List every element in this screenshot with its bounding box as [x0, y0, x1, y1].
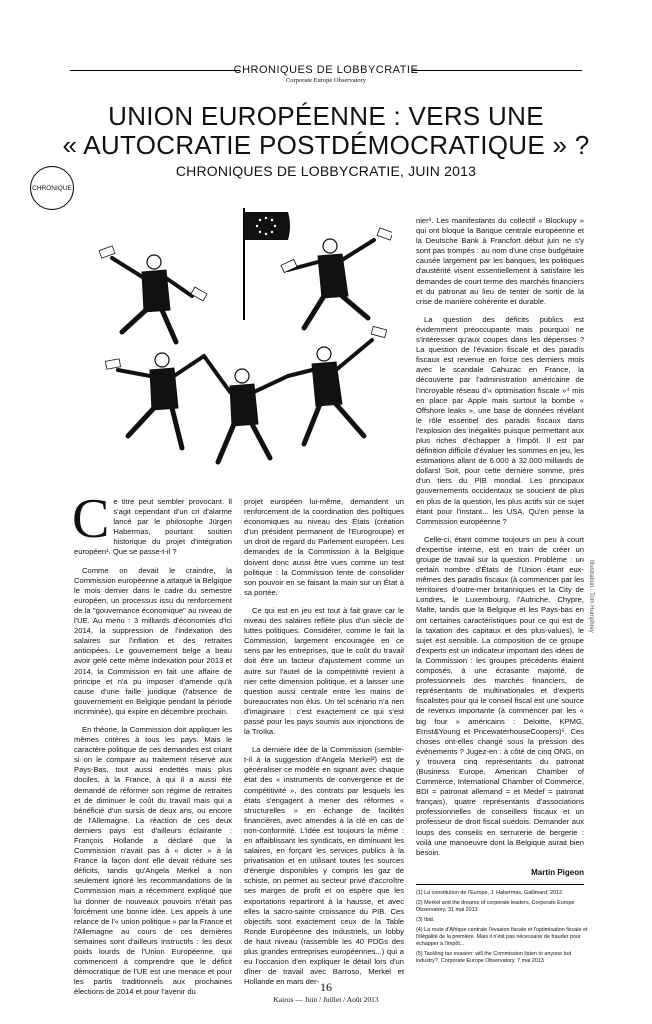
article-title	[0, 102, 652, 160]
page-number: 16	[320, 980, 332, 994]
businessman-figure	[204, 356, 288, 462]
section-kicker-sub: Corporate Europe Observatory	[285, 77, 367, 84]
article-subtitle: CHRONIQUES DE LOBBYCRATIE, JUIN 2013	[175, 163, 477, 179]
businessman-figure	[112, 255, 192, 342]
footnote: (1) La constitution de l'Europe, J. Habermas, Gallimard, 2012	[416, 890, 563, 896]
article-paragraph: projet européen lui-même, demandent un renforcement de la coordination des politiques économiques au niveau des États (création d'un président permanent de l'Eurogroupe) et un droit de regard du Parlement européen. Les demandes de la Commission à la Belgique doivent donc aussi être vues comme un test politique : la Commission tente de consolider son pouvoir en se faisant la main sur un État à sa portée.	[244, 497, 404, 597]
chronique-stamp: CHRONIQUE	[30, 166, 74, 210]
footnotes	[416, 890, 592, 968]
article-paragraph	[72, 488, 232, 558]
article-paragraph: La dernière idée de la Commission (semble-t-il à la suggestion d'Angela Merkel²) est de généraliser ce modèle en signant avec chaque état des « instruments de convergence et de compétitivité », des contrats par lesquels les états s'engagent à mener des réformes « structurelles » en échange de facilités financières, avec amendes à la clé en cas de non-conformité. L'idée est toujours la même : en affaiblissant les syndicats, en diminuant les salaires, en forçant les services publics à la privatisation et en utilisant toutes les sources d'énergie disponibles y compris les gaz de schiste, on permet au secteur privé d'accroître ses marges de profit et on espère que les exportations repartiront à la hausse, et avec elles la sacro-sainte croissance du PIB. Ces objectifs sont exactement ceux de la Table Ronde Européenne des Industriels, un lobby de haut niveau (rassemble les 40 PDGs des plus grandes entreprises européennes...) qui a eu l'occasion d'en expliquer le détail lors d'un dîner de travail avec Barroso, Merkel et Hollande en mars der-	[244, 745, 404, 987]
businessman-figure	[118, 353, 204, 448]
title-line-1: UNION EUROPÉENNE : VERS UNE	[108, 101, 544, 131]
section-kicker: CHRONIQUES DE LOBBYCRATIE	[233, 64, 419, 76]
issue-line: Kairos — Juin / Juillet / Août 2013	[273, 995, 379, 1004]
footnote: (2) Merkel and the dreams of corporate leaders, Corporate Europe Observatory, 31 mai 2013	[416, 900, 575, 913]
footnote: (3) Ibid.	[416, 917, 435, 923]
footnote: (4) La route d'Afrique centrale l'évasion fiscale et l'optimisation fiscale et l'illégalité de la première. Mais il n'est pas nécessaire de frauder pour échapper à l'impôt...	[416, 927, 588, 947]
article-illustration	[92, 200, 392, 470]
article-column-1	[72, 488, 232, 1006]
article-column-3	[416, 216, 584, 878]
illustration-credit: Illustration : Tom Humphrey	[588, 560, 594, 633]
paragraph-text: e titre peut sembler provocant. Il s'agit cependant d'un cri d'alarme lancé par le philosophe Jürgen Habermas, pourtant soutien historique du projet d'intégration européen¹. Que se passe-t-il ?	[74, 497, 232, 557]
businessman-figure	[288, 239, 374, 328]
article-column-2	[244, 497, 404, 995]
article-paragraph: Ce qui est en jeu est tout à fait grave car le niveau des salaires reflète plus d'un siècle de luttes politiques. Considérer, comme le fait la Commission, largement encouragée en ce sens par les entreprises, que le coût du travail doit être un facteur d'ajustement comme un autre sur l'autel de la compétitivité revient à nier cette dimension politique, et à laisser une question aussi centrale entre les mains de bureaucrates non élus. Un tel scénario n'a rien d'imaginaire : c'est exactement ce qui s'est passé pour les pays soumis aux injonctions de la Troïka.	[244, 605, 404, 737]
article-paragraph: nier³. Les manifestants du collectif « Blockupy » qui ont bloqué la Banque centrale européenne et la Deutsche Bank à Francfort début juin ne s'y sont pas trompés : au nom d'une crise budgétaire causée largement par les banques, les politiques d'austérité visent essentiellement à satisfaire les demandes de court terme des marchés financiers et du patronat au lieu de tenter de sortir de la crise de manière cohérente et durable.	[416, 216, 584, 306]
article-paragraph: En théorie, la Commission doit appliquer les mêmes critères à tous les pays. Mais le caractère politique de ces demandes est criant si on le compare au traitement réservé aux Pays-Bas, tout aussi endettés mais plus dociles, à la France, à qui il a aussi été demandé de réformer son régime de retraites et de diminuer le coût du travail mais qui a bénéficié d'un sursis de deux ans, ou encore de l'Allemagne. La réaction de ces deux derniers pays est d'ailleurs éclairante : François Hollande a déclaré que la Commission n'avait pas à « dicter » à la France la façon dont elle devait réduire ses déficits, tandis qu'Angela Merkel a non seulement ignoré les recommandations de la Commission mais a récemment expliqué que lui donner de nouveaux pouvoirs n'était pas forcément une bonne idée. Les appels à une relance de l'« union politique » par la France et l'Allemagne au cours de ces dernières semaines sont d'ailleurs instructifs : les deux poids lourds de l'Union Européenne, qui commencent à comprendre que le déficit démocratique de l'UE est une menace et pour les partis traditionnels aux prochaines élections de 2014 et pour l'avenir du	[74, 724, 232, 997]
article-paragraph: La question des déficits publics est évidemment préoccupante mais pourquoi ne s'intéresser qu'aux coupes dans les dépenses ? La question de l'évasion fiscale et des paradis fiscaux est revenue en force ces derniers mois avec le scandale Cahuzac en France, la découverte par l'administration américaine de l'incroyable réseau d'« optimisation fiscale »⁴ mis en place par Apple mais surtout la bombe « Offshore leaks », une base de données révélant le rôle essentiel des paradis fiscaux dans l'explosion des inégalités puisque permettant aux plus riches d'échapper à l'impôt. Il est par définition difficile d'évaluer les sommes en jeu, les estimations allant de 6.000 à 32.000 milliards de dollars! Soit, pour cette dernière somme, près d'un tiers du PIB mondial. Les principaux gouvernements occidentaux se soucient de plus en plus de la question, les plus actifs sur ce sujet étant pour l'instant... les USA. Qu'en pense la Commission européenne ?	[416, 314, 584, 526]
businessman-figure	[288, 340, 372, 444]
article-paragraph: Celle-ci, étant comme toujours un peu à court d'expertise interne, est en train de créer un groupe de travail sur la question. Problème : un certain nombre d'États de l'Union étant eux-mêmes des paradis fiscaux (à commencer par les territoires d'outre-mer britanniques et la City de Londres, le Luxembourg, l'Autriche, Chypre, Malte, tandis que la Belgique et les Pays-bas en ont certaines caractéristiques pour ce qui est de la taxation des capitaux et des plus-values), le sujet est sensible. La composition de ce groupe d'experts est un indicateur important des idées de la Commission : les groupes précédents étaient composés, à une écrasante majorité, de professionnels des marchés financiers, de représentants de multinationales et d'experts fiscalistes pour qui le conseil fiscal est une source de revenus importante (à commencer par les « big four » américains : Deloitte, KPMG, Ernst&Young et PricewaterhouseCoopers)⁵. Ces choses ont-elles changé sous la pression des événements ? Jugez-en : à côté de cinq ONG, on y trouvera cinq représentants du patronat (Business Europe, American Chamber of Commerce, International Chamber of Commerce, BDI = patronat allemand = et Medef = patronat français), quatre représentants d'associations professionnelles de conseillers fiscaux et un professeur de droit fiscal suédois. Demander aux loups des conseils en serrurerie de bergerie : voilà une manoeuvre dont la Belgique aurait bien besoin.	[416, 534, 584, 857]
footnote: (5) Tackling tax evasion: will the Commission listen to anyone but industry?, Corporate Europe Observatory, 7 mai 2013	[416, 951, 572, 964]
drop-cap: C	[72, 488, 110, 550]
footnotes-rule	[416, 884, 584, 885]
article-author: Martin Pigeon	[531, 867, 584, 877]
title-line-2: « AUTOCRATIE POSTDÉMOCRATIQUE » ?	[62, 130, 590, 160]
article-paragraph: Comme on devait le craindre, la Commission européenne a attaqué la Belgique le mois dernier dans le cadre du semestre européen, un processus issu du renforcement de la "gouvernance économique" au niveau de l'UE. Au menu : 3 milliards d'économies d'ici 2014, la suppression de l'indexation des salaires sur l'inflation et des retraites anticipées. Le gouvernement belge a beau avoir gelé cette même indexation pour 2013 et 2014, la Commission en fait une affaire de principe et n'a pu imposer d'amende qu'à cause d'une faille juridique (l'absence de gouvernement en Belgique pendant la période incriminée), qui expire en décembre prochain.	[74, 565, 232, 716]
